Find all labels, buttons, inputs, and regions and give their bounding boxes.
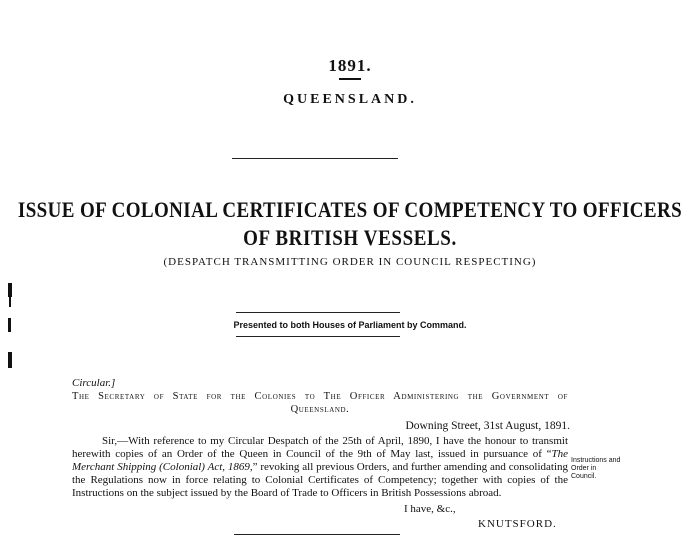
- binding-mark: [8, 352, 12, 368]
- act-title: The Merchant Shipping (Colonial) Act, 1869: [72, 448, 568, 473]
- binding-mark: [8, 283, 12, 297]
- margin-note: Instructions and Order in Council.: [571, 457, 621, 480]
- presented-note: Presented to both Houses of Parliament by Command.: [233, 320, 467, 330]
- document-title-line2: OF BRITISH VESSELS.: [243, 226, 457, 251]
- divider-top: [232, 158, 398, 159]
- body-part2: ,” revoking all previous Orders, and further amending and consolidating the Regulations now in force relating to Colonial Certificates of Competency; together with copies of the Instructions on the subject issued by the Board of Trade to Officers in British Possessions abroad.: [72, 461, 568, 499]
- divider-bottom: [234, 534, 400, 535]
- closing-line: I have, &c.,: [404, 503, 456, 515]
- binding-mark: [9, 297, 11, 307]
- sender-recipient-line: The Secretary of State for the Colonies to The Officer Administering the Government of: [72, 391, 568, 402]
- binding-mark: [8, 318, 11, 332]
- body-part1: —With reference to my Circular Despatch of the 25th of April, 1890, I have the honour to transmit herewith copies of an Order of the Queen in Council of the 9th of May last, issued in pursuance of “: [72, 435, 568, 460]
- year-dash: [339, 78, 361, 80]
- divider-middle-top: [236, 312, 400, 313]
- document-title-line1: ISSUE OF COLONIAL CERTIFICATES OF COMPETENCY TO OFFICERS: [17, 198, 683, 223]
- year-heading: 1891.: [328, 56, 372, 75]
- divider-middle-bottom: [236, 336, 400, 337]
- state-heading: QUEENSLAND.: [283, 92, 417, 107]
- place-date: Downing Street, 31st August, 1891.: [405, 420, 570, 432]
- document-subtitle: (DESPATCH TRANSMITTING ORDER IN COUNCIL RESPECTING): [163, 256, 537, 268]
- circular-label: Circular.]: [72, 377, 116, 389]
- recipient-state: Queensland.: [290, 404, 350, 415]
- letter-body: [72, 435, 568, 500]
- salutation: Sir,: [102, 435, 118, 447]
- signature: KNUTSFORD.: [478, 518, 557, 530]
